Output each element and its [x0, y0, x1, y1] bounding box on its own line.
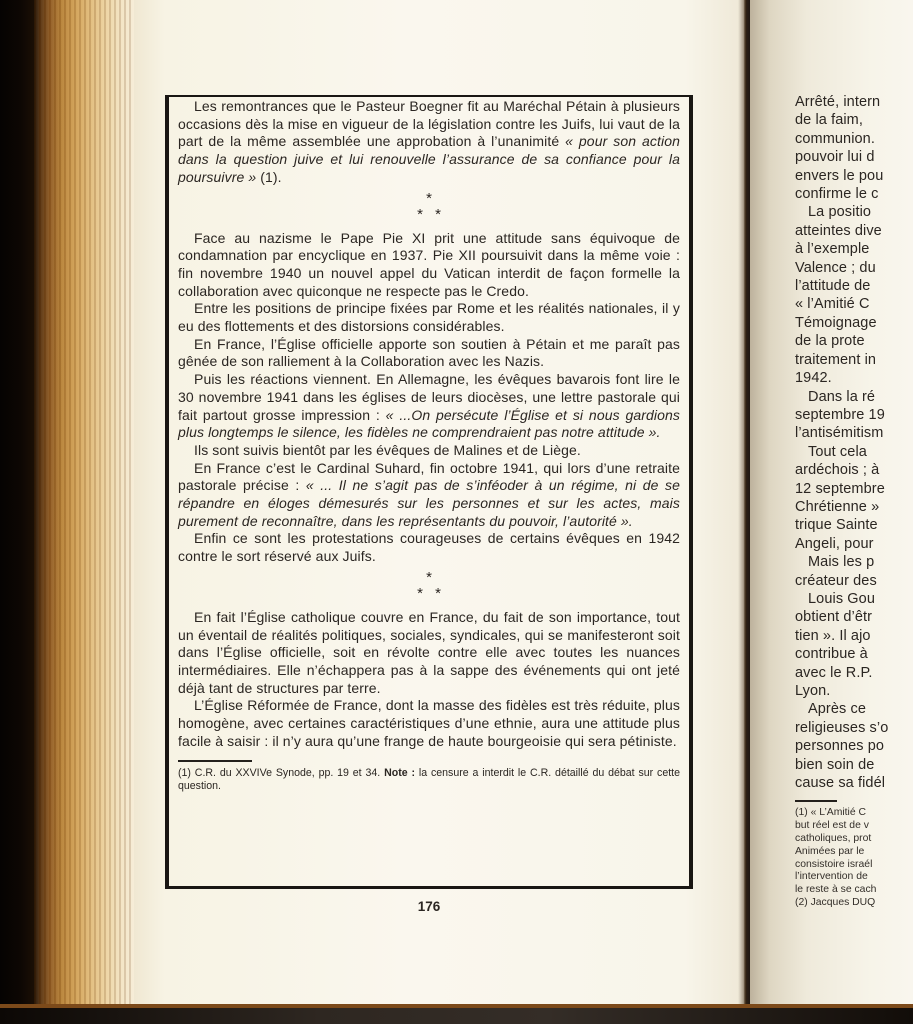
- text-line: religieuses s’o: [795, 719, 889, 736]
- footnote-line: catholiques, prot: [795, 833, 872, 845]
- paragraph: [178, 300, 680, 335]
- text-run: Entre les positions de principe fixées par Rome et les réalités nationales, il y eu des flottements et des distorsions considérables.: [178, 300, 680, 335]
- paragraph: [178, 98, 680, 187]
- star-separator: * * *: [417, 189, 441, 223]
- box-paragraphs: [178, 98, 680, 751]
- text-run: Ils sont suivis bientôt par les évêques de Malines et de Liège.: [194, 441, 581, 458]
- text-line: Valence ; du: [795, 259, 876, 276]
- text-line: Lyon.: [795, 683, 831, 699]
- text-line: traitement in: [795, 351, 877, 368]
- book-page-edges: [34, 0, 134, 1024]
- text-line: de la faim,: [795, 112, 863, 129]
- footnote-line: consistoire israél: [795, 858, 873, 870]
- text-line: avec le R.P.: [795, 664, 873, 681]
- background-shadow: [0, 0, 34, 1024]
- paragraph: [178, 530, 680, 565]
- text-line: 12 septembre: [795, 480, 885, 497]
- text-line: créateur des: [795, 572, 877, 589]
- footnote-line: Animées par le: [795, 845, 865, 857]
- text-line: Angeli, pour: [795, 535, 874, 552]
- paragraph: [178, 336, 680, 371]
- text-line: envers le pou: [795, 167, 884, 184]
- right-column-footnote: [795, 807, 913, 909]
- text-line: Louis Gou: [808, 590, 875, 607]
- text-line: l’attitude de: [795, 278, 871, 295]
- footnote-line: but réel est de v: [795, 820, 869, 832]
- text-line: Après ce: [808, 701, 867, 718]
- star-separator: * * *: [417, 568, 441, 602]
- text-line: de la prote: [795, 333, 865, 350]
- paragraph: [178, 609, 680, 698]
- footnote-rule: [178, 760, 252, 762]
- text-line: l’antisémitism: [795, 425, 884, 442]
- paragraph: [178, 442, 680, 460]
- text-line: à l’exemple: [795, 241, 870, 258]
- text-run: Enfin ce sont les protestations courageuses de certains évêques en 1942 contre le sort réservé aux Juifs.: [178, 530, 680, 565]
- text-line: pouvoir lui d: [795, 149, 875, 166]
- text-run: « pour son action dans la question juive et lui renouvelle l’assurance de sa confiance pour la poursuivre »: [178, 133, 680, 185]
- right-column-text: [795, 93, 913, 792]
- text-line: Dans la ré: [808, 388, 876, 405]
- footnote-line: l’intervention de: [795, 871, 868, 883]
- text-line: Chrétienne »: [795, 498, 880, 515]
- text-run: En fait l’Église catholique couvre en France, du fait de son importance, tout un éventail de réalités politiques, sociales, syndicales, qui se manifesteront soit dans l’Église officielle, soit en révolte contre elle avec toutes les nuances intermédiaires. Elle n’échappera pas à la sappe des événements qui ont jeté déjà tant de structures par terre.: [178, 608, 680, 696]
- footnote-line: le reste à se cach: [795, 884, 877, 896]
- right-footnote-rule: [795, 800, 837, 802]
- text-line: cause sa fidél: [795, 775, 886, 792]
- text-line: contribue à: [795, 646, 868, 663]
- text-box: [165, 95, 693, 889]
- text-line: confirme le c: [795, 186, 879, 203]
- text-run: « ... Il ne s’agit pas de s’inféoder à un régime, ni de se répandre en éloges démesurés sur les personnes et sur les actes, mais purement de reconnaître, dans les représentants du pouvoir, l’autorité ».: [178, 477, 680, 529]
- text-line: Témoignage: [795, 314, 877, 331]
- text-line: 1942.: [795, 370, 832, 387]
- text-run: L’Église Réformée de France, dont la masse des fidèles est très réduite, plus homogène, avec certaines caractéristiques d’une ethnie, aura une attitude plus facile à saisir : il n’y aura qu’une frange de haute bourgeoisie qui sera pétiniste.: [178, 697, 680, 749]
- text-run: Puis les réactions viennent. En Allemagne, les évêques bavarois font lire le 30 novembre 1941 dans les églises de leurs diocèses, une lettre pastorale qui fait partout grosse impression :: [178, 371, 680, 423]
- paragraph: [178, 230, 680, 301]
- text-line: « l’Amitié C: [795, 296, 870, 313]
- text-line: communion.: [795, 130, 875, 147]
- text-run: En France, l’Église officielle apporte son soutien à Pétain et me paraît pas gênée de son ralliement à la Collaboration avec les Nazis.: [178, 335, 680, 370]
- text-line: trique Sainte: [795, 517, 878, 534]
- text-run: la censure a interdit le C.R. détaillé du débat sur cette question.: [178, 766, 681, 792]
- text-run: (1) C.R. du XXVIVe Synode, pp. 19 et 34.: [178, 766, 385, 779]
- right-page: [750, 0, 913, 1008]
- footnote-line: (2) Jacques DUQ: [795, 897, 876, 909]
- text-line: Mais les p: [808, 554, 875, 571]
- page-number: 176: [417, 899, 441, 914]
- text-run: « ...On persécute l’Église et si nous gardions plus longtemps le silence, les fidèles ne comprendraient pas notre attitude ».: [178, 406, 680, 441]
- text-line: Arrêté, intern: [795, 94, 881, 110]
- text-line: atteintes dive: [795, 222, 882, 239]
- text-line: tien ». Il ajo: [795, 627, 871, 644]
- text-line: Tout cela: [808, 443, 867, 460]
- left-page: [134, 0, 746, 1006]
- text-run: Note :: [384, 766, 416, 779]
- text-run: (1).: [256, 168, 282, 185]
- right-column: [795, 93, 913, 910]
- paragraph: [178, 371, 680, 442]
- text-run: Face au nazisme le Pape Pie XI prit une attitude sans équivoque de condamnation par encyclique en 1937. Pie XII poursuivit dans la même voie : fin novembre 1940 un nouvel appel du Vatican interdit de façon formelle la collaboration avec quiconque ne respecte pas le Credo.: [178, 229, 680, 299]
- text-line: personnes po: [795, 738, 885, 755]
- text-line: La positio: [808, 204, 872, 221]
- paragraph: [178, 460, 680, 531]
- box-footnote: [178, 767, 680, 793]
- text-line: bien soin de: [795, 756, 875, 773]
- table-edge: [0, 1004, 913, 1024]
- text-line: obtient d’êtr: [795, 609, 873, 626]
- footnote-line: (1) « L’Amitié C: [795, 807, 867, 819]
- text-line: ardéchois ; à: [795, 462, 880, 479]
- paragraph: [178, 697, 680, 750]
- text-line: septembre 19: [795, 406, 885, 423]
- text-run: En France c’est le Cardinal Suhard, fin octobre 1941, qui lors d’une retraite pastorale précise :: [178, 459, 680, 494]
- text-run: Les remontrances que le Pasteur Boegner fit au Maréchal Pétain à plusieurs occasions dès la mise en vigueur de la législation contre les Juifs, lui vaut de la part de la même assemblée une approbation à l’unanimité: [178, 98, 680, 150]
